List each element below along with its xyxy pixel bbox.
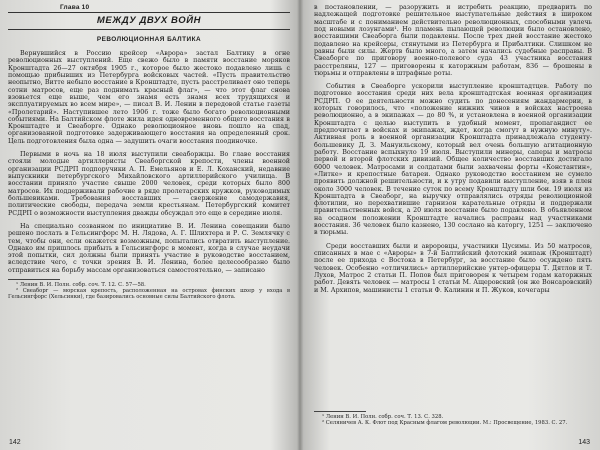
footnote: ¹ Ленин В. И. Полн. собр. соч. Т. 12. С. 57—58. <box>16 282 146 289</box>
left-footnotes <box>8 282 290 300</box>
footnote: ² Селяничев А. К. Флот под Красным флагом революции. М.: Просвещение, 1983. С. 27. <box>322 420 568 427</box>
page-number: 143 <box>578 439 590 446</box>
left-page <box>0 0 298 450</box>
right-footnotes <box>314 411 592 426</box>
page-number: 142 <box>9 439 21 446</box>
paragraph: Среди восставших были и авроровцы, участники Цусимы. Из 50 матросов, списанных в мае с «Авроры» в 7-й Балтийский флотский экипаж (Кронштадт) после ее прихода с Востока в Петербург, за восстание было осуждено пять человек. Особенно «отличились» артиллерийские унтер-офицеры Т. Дятлов и Т. Лухов, Матрос 2 статьи П. Попов был приговорен к четырем годам каторжных работ. Девять человек — матросы 1 статьи М. Ащеровский (он же Вонсаровский) и М. Архипов, машинисты 1 статьи Ф. Калинин и П. Жуков, кочегары <box>314 242 592 294</box>
footnote: ¹ Ленин В. И. Полн. собр. соч. Т. 13. С. 328. <box>322 414 444 420</box>
paragraph: в постановлении, — разоружить и истребить реакцию, предварить по надлежащей подготовке решительное выступательные действия в широком масштабе и с пониманием действительно революционных, способными увлечь под новыми лозунгами¹. Но пламень пылающей революции было остановлено, восставшими Свеаборга были подавлены. После трех дней восстание жестоко подавлено на крейсеры, стянутыми из Петербурга и Прибалтики. Слишком не равны были силы. Жертв было много, а затем начались судебные расправы. В Свеаборге по приговору военно-полевого суда 43 участника восстания расстреляны, 127 — приговорены к каторжным работам, 836 — брошены в тюрьмы и отправлены в штрафные роты. <box>314 4 592 77</box>
paragraph: На специально созванном по инициативе В. И. Ленина совещании было решено послать в Гельсингфорс М. Н. Лядова, А. Г. Шлихтера и Р. С. Землячку с тем, чтобы они, если окажется возможным, попытались отвратить выступление. Однако им пришлось прибыть в Гельсингфорс в момент, когда в случае неудачи этой попытки, сил должны были принять участие в руководстве восстанием, вследствие чего, с точки зрения В. И. Ленина, более целесообразно было отправиться на борьбу массам организоваться самостоятельно, — записано <box>8 222 290 274</box>
paragraph: Вернувшийся в Россию крейсер «Аврора» застал Балтику в огне революционных выступлений. Еще свежо было в памяти восстание моряков Кронштадта 26—27 октября 1905 г., которое было жестоко подавлено лишь с помощью прибывших из Петербурга войсковых частей. «Пусть правительство неопытно, Витте небыло восстание в Кронштадте, пусть расстреливает оно теперь сотни матросов, еще раз поднимать красный флаг», — что этот флаг снова взовьется еще выше, чем его знамя есть знамя всех трудящихся и эксплуатируемых во всем мире», — писал В. И. Ленин в передовой статье газеты «Пролетарий». Наступившее лето 1906 г. тоже было богато революционными событиями. На Балтийском флоте жила идея одновременного общего восстания в Кронштадте и Свеаборге. Однако революционное вновь пошло на спад, организованной подготовке задерживающего восстания на определенный срок. Цель подготовления была одна — задушить очаги восстания поодиночке. <box>8 50 290 145</box>
right-body-text <box>314 4 592 294</box>
footnote-divider <box>8 279 60 280</box>
left-body-text <box>8 50 290 274</box>
chapter-title: МЕЖДУ ДВУХ ВОЙН <box>8 12 290 30</box>
paragraph: Первыми в ночь на 18 июля выступили свеаборжцы. Во главе восстания стояли молодые артиллеристы Свеаборгской крепости, члены военной организации РСДРП подпоручики А. П. Емельянов и Е. Л. Коханский, недавние выпускники петербургского Михайловского артиллерийского училища. В восстании приняло участие свыше 2000 человек, среди которых было 800 матросов. Их поддерживали рабочие в ряде пролетарских кружков, руководимых большевиками. Требования восставших — свержение самодержавия, политические свободы, передача земли крестьянам. Петербургский комитет РСДРП о возможности выступления дважды обсуждал это еще в середине июля. <box>8 151 290 217</box>
footnote: ² Свеаборг — морская крепость, расположенная на островах финских шхер у входа в Гельсингфорс (Хельсинки), где базировались основные силы Балтийского флота. <box>8 288 290 301</box>
right-page <box>302 0 600 450</box>
chapter-label: Глава 10 <box>60 4 90 11</box>
paragraph: События в Свеаборге ускорили выступление кронштадтцев. Работу по подготовке восстания среди них вела кронштадтская военная организация РСДРП. О ее деятельности можно судить по донесениям жандармерии, в которых говорилось, что «положение нижних чинов в войсках настроена революционно, а в экипажах — до 80 %, и установлена в военной организации Кронштадта с целью выступить в удобный момент, пропагандист ее предпочитает в войсках и экипажах, ждет, когда смогут в нужную минуту». Активная роль в военной организации Кронштадта принадлежала студенту-большевику Д. З. Мануильскому, который вел очень большую агитационную работу. Восстание вспыхнуло 19 июля. Выступили минеры, саперы и матросы первой и второй флотских дивизий. Общее количество восставших достигало 6000 человек. Матросами и солдатами были захвачены форты «Константин», «Литке» и крепостные батареи. Однако руководство восстанием не сумело проявить должной решительности, и к утру подавили выступление, взяв в плен около 3000 человек. В течение суток по всему Кронштадту шли бои. 19 июля из Кронштадта в Свеаборг, на выручку отправлялись отряды революционной флотилии, но перехватившие гарнизон карательные отряды и поддержали правительственных войск, а 20 июля восстание было подавлено. В объявленном на осадном положении Кронштадте начались расправы над участниками восстания. 36 человек было казнено, 130 сослано на каторгу, 1251 — заключено в тюрьмы. <box>314 83 592 237</box>
footnote-divider <box>314 411 366 412</box>
section-title: РЕВОЛЮЦИОННАЯ БАЛТИКА <box>96 36 202 43</box>
